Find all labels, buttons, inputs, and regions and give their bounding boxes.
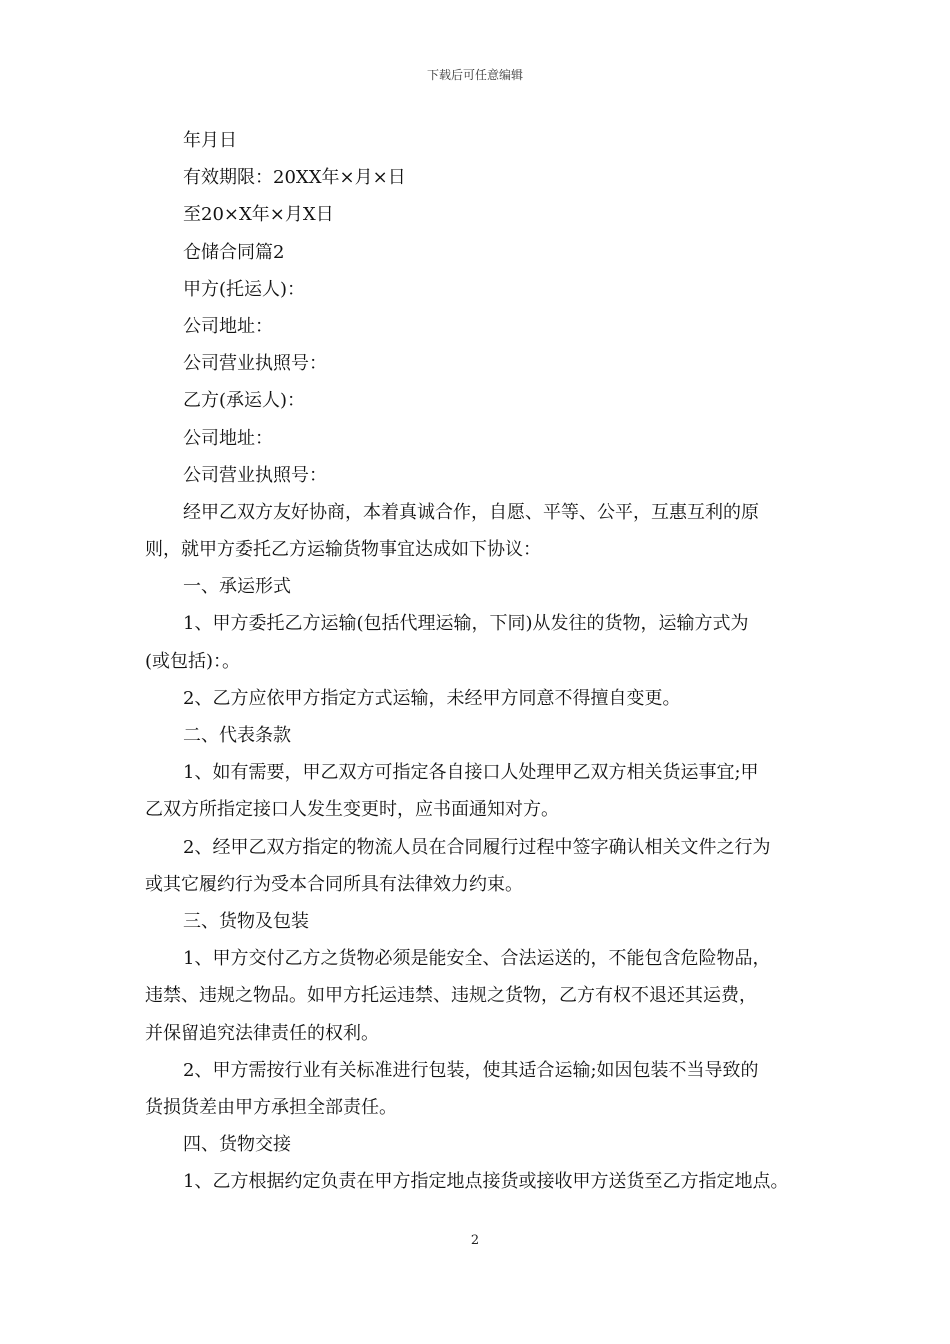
document-line: 公司营业执照号： <box>183 353 327 375</box>
document-line: 1、甲方委托乙方运输(包括代理运输，下同)从发往的货物，运输方式为 <box>183 613 749 635</box>
document-line: 公司地址： <box>183 427 273 449</box>
document-line: 违禁、违规之物品。如甲方托运违禁、违规之货物，乙方有权不退还其运费， <box>145 985 757 1007</box>
document-line: (或包括)：。 <box>145 650 241 672</box>
document-line: 2、乙方应依甲方指定方式运输，未经甲方同意不得擅自变更。 <box>183 687 681 709</box>
page-number: 2 <box>470 1233 480 1248</box>
document-line: 年月日 <box>183 130 237 151</box>
document-line: 经甲乙双方友好协商，本着真诚合作，自愿、平等、公平，互惠互利的原 <box>183 501 759 523</box>
document-line: 有效期限：20XX年×月×日 <box>183 167 406 189</box>
document-line: 2、经甲乙双方指定的物流人员在合同履行过程中签字确认相关文件之行为 <box>183 836 771 858</box>
document-line: 仓储合同篇2 <box>183 241 285 263</box>
document-line: 公司营业执照号： <box>183 464 327 486</box>
document-line: 1、乙方根据约定负责在甲方指定地点接货或接收甲方送货至乙方指定地点。 <box>183 1171 789 1193</box>
document-line: 或其它履约行为受本合同所具有法律效力约束。 <box>145 873 523 895</box>
document-line: 2、甲方需按行业有关标准进行包装，使其适合运输;如因包装不当导致的 <box>183 1059 759 1081</box>
document-line: 并保留追究法律责任的权利。 <box>145 1022 379 1044</box>
document-line: 一、承运形式 <box>183 576 291 598</box>
document-line: 1、如有需要，甲乙双方可指定各自接口人处理甲乙双方相关货运事宜;甲 <box>183 762 759 784</box>
document-line: 二、代表条款 <box>183 725 291 746</box>
header-note: 下载后可任意编辑 <box>426 68 523 82</box>
document-body <box>145 122 820 1200</box>
document-line: 四、货物交接 <box>183 1134 291 1156</box>
document-line: 乙双方所指定接口人发生变更时，应书面通知对方。 <box>145 799 559 821</box>
document-line: 至20×X年×月X日 <box>183 204 334 226</box>
document-line: 1、甲方交付乙方之货物必须是能安全、合法运送的，不能包含危险物品， <box>183 948 771 970</box>
document-line: 三、货物及包装 <box>183 910 309 932</box>
document-line: 货损货差由甲方承担全部责任。 <box>145 1096 397 1118</box>
document-line: 则，就甲方委托乙方运输货物事宜达成如下协议： <box>145 539 541 561</box>
document-line: 乙方(承运人)： <box>183 390 306 412</box>
document-line: 公司地址： <box>183 315 273 337</box>
document-line: 甲方(托运人)： <box>183 278 306 300</box>
